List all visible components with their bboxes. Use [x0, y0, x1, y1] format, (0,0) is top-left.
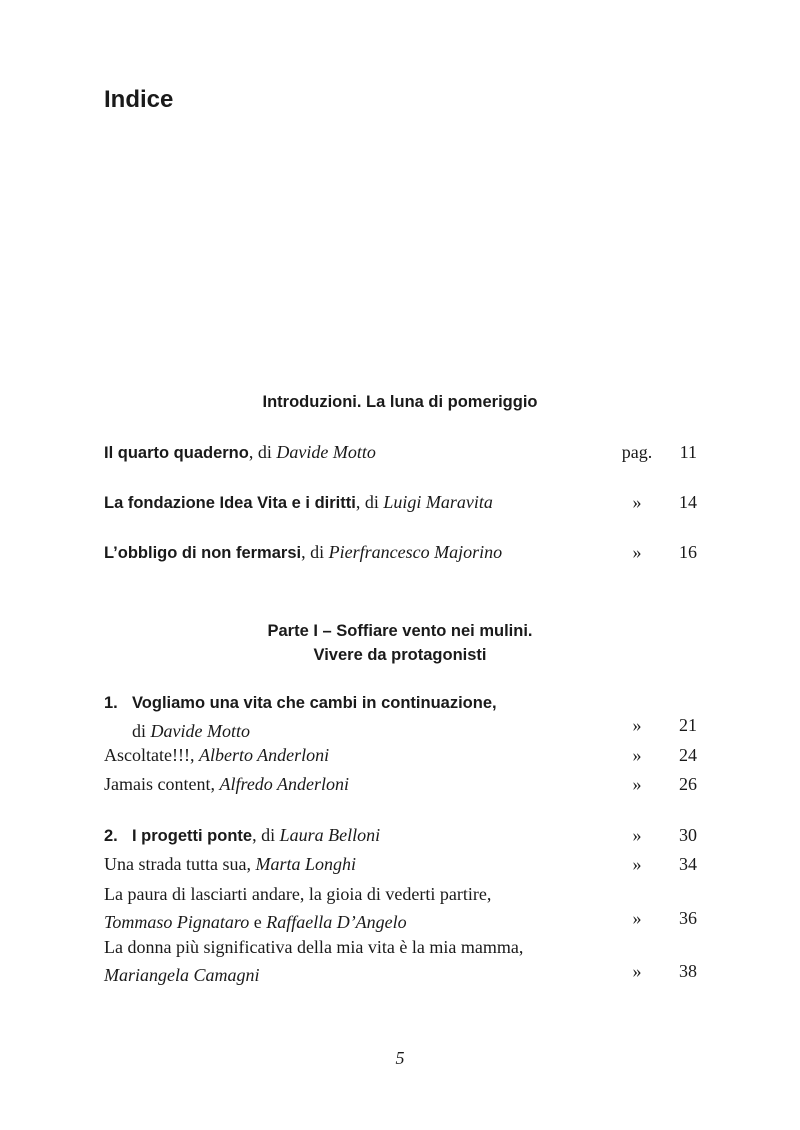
- page-number: 11: [679, 442, 697, 462]
- page-number: 16: [679, 542, 697, 562]
- entry-title: Ascoltate!!!: [104, 745, 190, 765]
- entry-author: Tommaso Pignataro: [104, 912, 250, 932]
- entry-title: La paura di lasciarti andare, la gioia di vederti partire,: [104, 884, 492, 904]
- page-number: 24: [679, 745, 697, 765]
- chapter-title: Vogliamo una vita che cambi in continuazione,: [132, 694, 497, 712]
- entry-author: Laura Belloni: [279, 825, 381, 845]
- page-number: 26: [679, 774, 697, 794]
- toc-chapter-1[interactable]: [104, 688, 700, 745]
- page-marker: pag.: [621, 442, 653, 462]
- toc-entry[interactable]: [104, 488, 700, 517]
- entry-sep: , di: [248, 442, 277, 462]
- entry-sep: ,: [189, 745, 199, 765]
- entry-author: Pierfrancesco Majorino: [328, 542, 503, 562]
- section-heading-intro: Introduzioni. La luna di pomeriggio: [262, 393, 538, 411]
- entry-author: Luigi Maravita: [383, 492, 493, 512]
- entry-author: Alfredo Anderloni: [219, 774, 349, 794]
- page-marker: »: [632, 492, 642, 512]
- toc-entry[interactable]: [104, 880, 700, 936]
- page-number: 38: [679, 961, 697, 981]
- page-folio: 5: [395, 1048, 405, 1068]
- chapter-number: 2.: [104, 827, 118, 845]
- toc-entry[interactable]: [104, 850, 700, 878]
- page-number: 14: [679, 492, 697, 512]
- page-title: Indice: [104, 86, 174, 113]
- entry-title: L’obbligo di non fermarsi: [104, 544, 302, 562]
- page-number: 36: [679, 908, 697, 928]
- page-number: 34: [679, 854, 697, 874]
- entry-title: Una strada tutta sua: [104, 854, 247, 874]
- entry-sep: di: [132, 721, 151, 741]
- entry-sep: , di: [355, 492, 384, 512]
- entry-title: Jamais content: [104, 774, 211, 794]
- chapter-title: I progetti ponte: [132, 827, 253, 845]
- entry-author: Marta Longhi: [255, 854, 356, 874]
- page-marker: »: [632, 825, 642, 845]
- part-heading-line2: Vivere da protagonisti: [313, 646, 487, 664]
- page-marker: »: [632, 908, 642, 928]
- toc-entry[interactable]: [104, 438, 700, 467]
- page-marker: »: [632, 542, 642, 562]
- entry-sep: ,: [210, 774, 220, 794]
- toc-entry[interactable]: [104, 933, 700, 989]
- page-marker: »: [632, 854, 642, 874]
- entry-author: Raffaella D’Angelo: [266, 912, 407, 932]
- entry-sep: , di: [252, 825, 280, 845]
- page-marker: »: [632, 961, 642, 981]
- entry-author: Davide Motto: [150, 721, 250, 741]
- page-marker: »: [632, 774, 642, 794]
- entry-title: La donna più significativa della mia vita è la mia mamma,: [104, 937, 524, 957]
- entry-conjunction: e: [249, 912, 267, 932]
- entry-sep: ,: [246, 854, 256, 874]
- page-number: 21: [679, 715, 697, 735]
- toc-entry[interactable]: [104, 538, 700, 567]
- toc-entry[interactable]: [104, 770, 700, 798]
- page-marker: »: [632, 745, 642, 765]
- page-number: 30: [679, 825, 697, 845]
- page-marker: »: [632, 715, 642, 735]
- entry-author: Alberto Anderloni: [198, 745, 330, 765]
- entry-title: La fondazione Idea Vita e i diritti: [104, 494, 356, 512]
- part-heading-line1: Parte I – Soffiare vento nei mulini.: [267, 622, 533, 640]
- entry-sep: , di: [301, 542, 329, 562]
- toc-chapter-2[interactable]: [104, 821, 700, 850]
- chapter-number: 1.: [104, 694, 118, 712]
- entry-author: Mariangela Camagni: [104, 965, 260, 985]
- entry-author: Davide Motto: [276, 442, 376, 462]
- toc-entry[interactable]: [104, 741, 700, 769]
- entry-title: Il quarto quaderno: [104, 444, 249, 462]
